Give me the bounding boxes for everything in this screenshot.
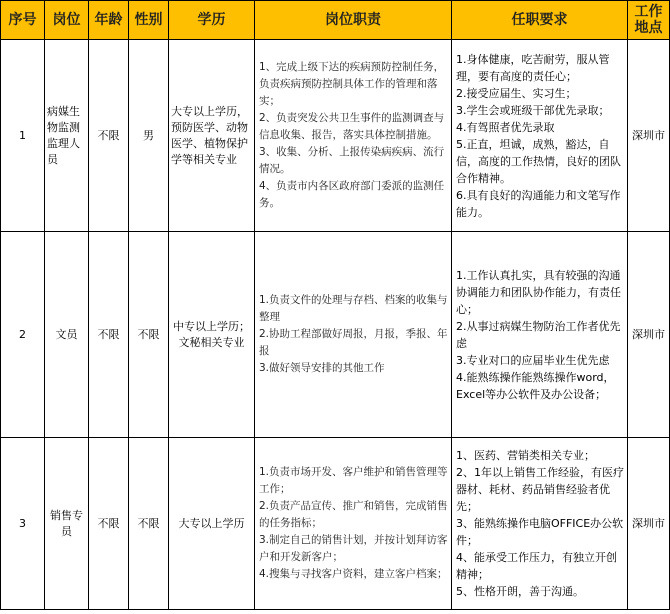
header-position: 岗位 [45,1,89,40]
row-education: 大专以上学历，预防医学、动物医学、植物保护学等相关专业 [169,40,255,232]
row-age: 不限 [89,232,129,438]
row-duties [255,40,452,232]
header-location: 工作地点 [628,1,670,40]
row-position: 文员 [45,232,89,438]
header-duties: 岗位职责 [255,1,452,40]
duty-item: 2、负责突发公共卫生事件的监测调查与信息收集、报告，落实具体控制措施。 [259,112,445,141]
duty-item: 3.制定自己的销售计划，并按计划拜访客户和开发新客户； [259,534,448,563]
requirement-item: 3.专业对口的应届毕业生优先虑 [456,353,610,367]
row-requirements [452,40,628,232]
duty-item: 1、完成上级下达的疾病预防控制任务，负责疾病预防控制具体工作的管理和落实； [259,61,445,107]
row-requirements [452,232,628,438]
row-education: 中专以上学历；文秘相关专业 [169,232,255,438]
header-education: 学历 [169,1,255,40]
table-row [1,438,670,610]
requirement-item: 2、1年以上销售工作经验，有医疗器材、耗材、药品销售经验者优先； [456,466,624,513]
row-gender: 男 [129,40,169,232]
row-no: 3 [1,438,45,610]
requirement-item: 4、能承受工作压力，有独立开创精神； [456,551,617,581]
header-row [1,1,670,40]
row-education: 大专以上学历 [169,438,255,610]
requirement-item: 3、能熟练操作电脑OFFICE办公软件； [456,517,624,547]
row-location: 深圳市 [628,438,670,610]
duty-item: 1.负责文件的处理与存档、档案的收集与整理 [259,294,448,323]
row-age: 不限 [89,40,129,232]
duty-item: 3.做好领导安排的其他工作 [259,362,385,374]
row-requirements [452,438,628,610]
table-row [1,232,670,438]
row-position: 销售专员 [45,438,89,610]
row-duties [255,438,452,610]
requirement-item: 4.有驾照者优先录取 [456,120,555,134]
duty-item: 4.搜集与寻找客户资料，建立客户档案； [259,568,448,580]
requirement-item: 2.从事过病媒生物防治工作者优先虑 [456,319,621,350]
header-gender: 性别 [129,1,169,40]
header-requirements: 任职要求 [452,1,628,40]
row-no: 1 [1,40,45,232]
row-location: 深圳市 [628,40,670,232]
row-gender: 不限 [129,438,169,610]
header-age: 年龄 [89,1,129,40]
requirement-item: 1.身体健康，吃苦耐劳，服从管理，要有高度的责任心； [456,52,610,83]
duty-item: 1.负责市场开发、客户维护和销售管理等工作； [259,466,448,495]
row-duties [255,232,452,438]
requirement-item: 1.工作认真扎实，具有较强的沟通协调能力和团队协作能力，有责任心； [456,268,621,316]
table-row [1,40,670,232]
requirement-item: 5、性格开朗，善于沟通。 [456,585,584,598]
requirement-item: 3.学生会或班级干部优先录取； [456,103,610,117]
requirement-item: 1、医药、营销类相关专业； [456,449,595,462]
row-location: 深圳市 [628,232,670,438]
row-no: 2 [1,232,45,438]
duty-item: 2.负责产品宣传、推广和销售，完成销售的任务指标； [259,500,448,529]
requirement-item: 2.接受应届生、实习生； [456,86,577,100]
row-position: 病媒生物监测监理人员 [45,40,89,232]
duty-item: 4、负责市内各区政府部门委派的监测任务。 [259,180,445,209]
requirement-item: 6.具有良好的沟通能力和文笔写作能力。 [456,188,621,219]
row-gender: 不限 [129,232,169,438]
header-no: 序号 [1,1,45,40]
row-age: 不限 [89,438,129,610]
duty-item: 3、收集、分析、上报传染病疾病、流行情况。 [259,146,445,175]
requirement-item: 5.正直，坦诚，成熟，豁达，自信，高度的工作热情，良好的团队合作精神。 [456,137,621,185]
requirement-item: 4.能熟练操作能熟练操作word，Excel等办公软件及办公设备； [456,370,615,401]
duty-item: 2.协助工程部做好周报，月报，季报、年报 [259,328,448,357]
